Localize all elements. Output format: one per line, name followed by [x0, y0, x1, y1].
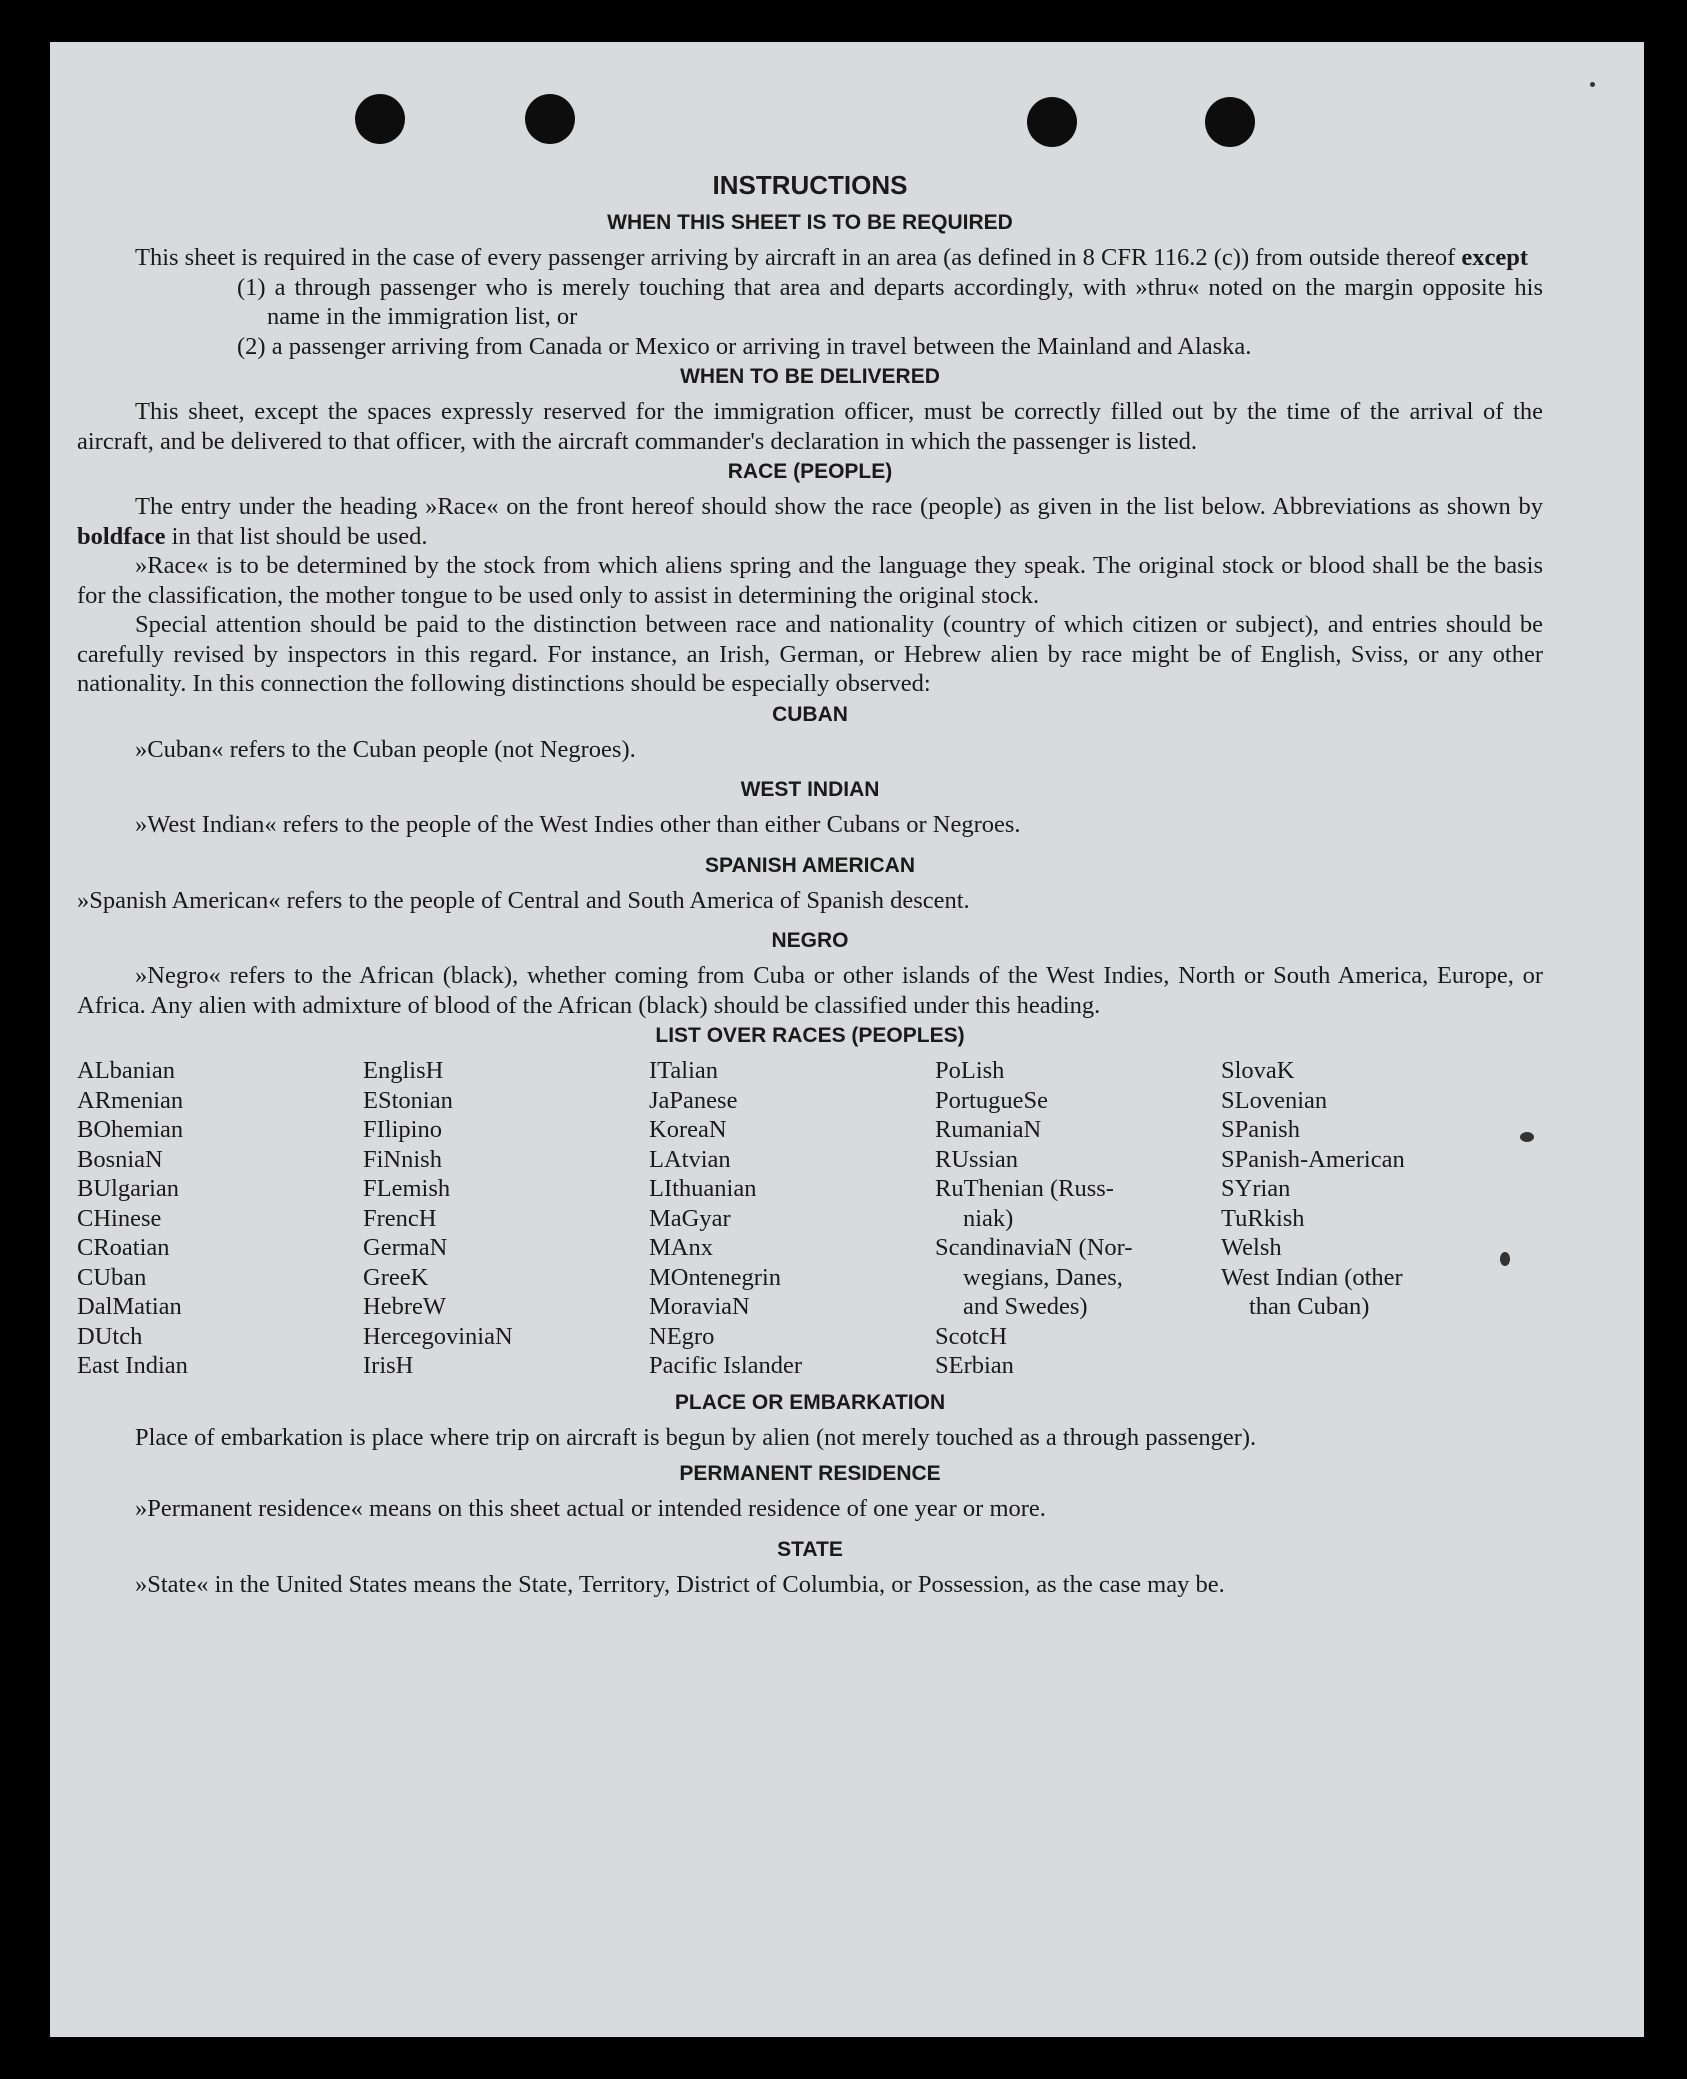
race-entry: PortugueSe [935, 1086, 1048, 1114]
race-entry: GreeK [363, 1263, 429, 1291]
race-entry: RUssian [935, 1145, 1019, 1173]
race-entry: ITalian [649, 1057, 719, 1084]
section-heading: LIST OVER RACES (PEOPLES) [655, 1024, 965, 1047]
race-entry: BosniaN [77, 1145, 163, 1173]
race-entry: BUlgarian [77, 1175, 180, 1202]
race-entry: EnglisH [363, 1057, 444, 1084]
race-entry: MoraviaN [649, 1293, 750, 1320]
race-entry: SlovaK [1221, 1057, 1295, 1084]
paragraph: »Spanish American« refers to the people of Central and South America of Spanish descent. [77, 886, 970, 914]
race-entry: FiNnish [363, 1145, 442, 1173]
race-entry: TuRkish [1221, 1204, 1305, 1232]
race-entry: ScandinaviaN (Nor- [935, 1234, 1133, 1261]
section-heading: SPANISH AMERICAN [704, 853, 915, 877]
race-entry: ScotcH [935, 1322, 1008, 1350]
race-entry: HebreW [363, 1293, 446, 1320]
race-entry: IrisH [363, 1352, 414, 1379]
race-entry: Pacific Islander [649, 1352, 803, 1379]
paragraph: »Cuban« refers to the Cuban people (not Negroes). [135, 735, 636, 763]
punch-hole [355, 94, 405, 144]
section-heading: WHEN THIS SHEET IS TO BE REQUIRED [607, 211, 1013, 234]
race-entry: ALbanian [77, 1057, 175, 1084]
paragraph: The entry under the heading »Race« on the front hereof should show the race (people) as given in the list below. Abbreviations as shown by boldface in that list should be used. [77, 493, 1543, 550]
race-entry: RumaniaN [935, 1116, 1042, 1143]
race-entry: SPanish [1221, 1116, 1300, 1143]
race-entry: niak) [963, 1204, 1014, 1232]
race-entry: JaPanese [649, 1086, 738, 1114]
race-entry: ARmenian [77, 1086, 184, 1114]
race-entry: KoreaN [649, 1116, 727, 1143]
race-entry: GermaN [363, 1234, 448, 1261]
race-entry: wegians, Danes, [963, 1263, 1123, 1291]
race-entry: and Swedes) [963, 1293, 1088, 1320]
paragraph: »State« in the United States means the State, Territory, District of Columbia, or Possession, as the case may be. [135, 1570, 1225, 1598]
race-entry: EStonian [363, 1086, 453, 1114]
section-heading: PERMANENT RESIDENCE [679, 1462, 941, 1485]
punch-hole [1205, 97, 1255, 147]
race-entry: SLovenian [1221, 1086, 1328, 1114]
race-column [77, 1056, 363, 1381]
race-entry: West Indian (other [1221, 1263, 1403, 1291]
race-entry: FIlipino [363, 1116, 442, 1143]
race-entry: RuThenian (Russ- [935, 1175, 1114, 1202]
race-column [1221, 1056, 1543, 1381]
race-entry: MaGyar [649, 1204, 731, 1232]
race-entry: LIthuanian [649, 1175, 757, 1202]
paragraph: »Negro« refers to the African (black), whether coming from Cuba or other islands of the West Indies, North or South America, Europe, or Africa. Any alien with admixture of blood of the African (black) should be classified under this heading. [77, 962, 1543, 1019]
race-entry: NEgro [649, 1322, 715, 1350]
race-entry: SYrian [1221, 1175, 1291, 1202]
punch-hole [1027, 97, 1077, 147]
race-entry: SPanish-American [1221, 1145, 1405, 1173]
race-entry: East Indian [77, 1352, 188, 1379]
speck [1590, 82, 1595, 87]
race-entry: Welsh [1221, 1234, 1282, 1261]
race-entry: MAnx [649, 1234, 713, 1261]
race-entry: MOntenegrin [649, 1263, 781, 1291]
page-title: INSTRUCTIONS [712, 170, 908, 200]
section-heading: PLACE OR EMBARKATION [674, 1390, 946, 1414]
race-entry: CHinese [77, 1204, 162, 1232]
list-item: (2) a passenger arriving from Canada or Mexico or arriving in travel between the Mainland and Alaska. [237, 332, 1252, 360]
race-entry: FrencH [363, 1204, 437, 1232]
race-entry: LAtvian [649, 1145, 731, 1173]
race-entry: CRoatian [77, 1234, 170, 1261]
paragraph: »Race« is to be determined by the stock from which aliens spring and the language they speak. The original stock or blood shall be the basis for the classification, the mother tongue to be used only to assist in determining the original stock. [77, 552, 1543, 609]
race-column [363, 1056, 649, 1381]
list-item: (1) a through passenger who is merely touching that area and departs accordingly, with »thru« noted on the margin opposite his name in the immigration list, or [237, 273, 1543, 330]
document-sheet [50, 42, 1644, 2037]
race-entry: SErbian [935, 1352, 1014, 1379]
section-heading: NEGRO [771, 929, 849, 952]
paragraph: »West Indian« refers to the people of the West Indies other than either Cubans or Negroes. [135, 811, 1021, 838]
race-entry: than Cuban) [1249, 1293, 1370, 1320]
race-entry: BOhemian [77, 1116, 184, 1143]
paragraph: Place of embarkation is place where trip on aircraft is begun by alien (not merely touched as a through passenger). [135, 1423, 1257, 1451]
section-heading: RACE (PEOPLE) [727, 460, 893, 483]
race-entry: PoLish [935, 1057, 1005, 1084]
race-list [77, 1056, 1543, 1381]
race-entry: FLemish [363, 1175, 451, 1202]
race-column [649, 1056, 935, 1381]
race-entry: DUtch [77, 1322, 143, 1350]
section-heading: WHEN TO BE DELIVERED [680, 365, 940, 388]
paragraph: This sheet is required in the case of every passenger arriving by aircraft in an area (as defined in 8 CFR 116.2 (c)) from outside thereof except [135, 244, 1529, 271]
race-entry: CUban [77, 1263, 147, 1291]
paragraph: Special attention should be paid to the distinction between race and nationality (country of which citizen or subject), and entries should be carefully revised by inspectors in this regard. For instance, an Irish, German, or Hebrew alien by race might be of English, Sviss, or any other nationality. In this connection the following distinctions should be especially observed: [77, 611, 1543, 697]
section-heading: WEST INDIAN [740, 778, 880, 801]
paragraph: This sheet, except the spaces expressly reserved for the immigration officer, must be correctly filled out by the time of the arrival of the aircraft, and be delivered to that officer, with the aircraft commander's declaration in which the passenger is listed. [77, 398, 1543, 455]
section-heading: STATE [777, 1537, 843, 1561]
race-entry: HercegoviniaN [363, 1322, 513, 1350]
paragraph: »Permanent residence« means on this sheet actual or intended residence of one year or more. [135, 1495, 1046, 1522]
race-entry: DalMatian [77, 1293, 182, 1320]
section-heading: CUBAN [772, 702, 848, 726]
instructions-content [77, 170, 1543, 1599]
race-column [935, 1056, 1221, 1381]
punch-hole [525, 94, 575, 144]
